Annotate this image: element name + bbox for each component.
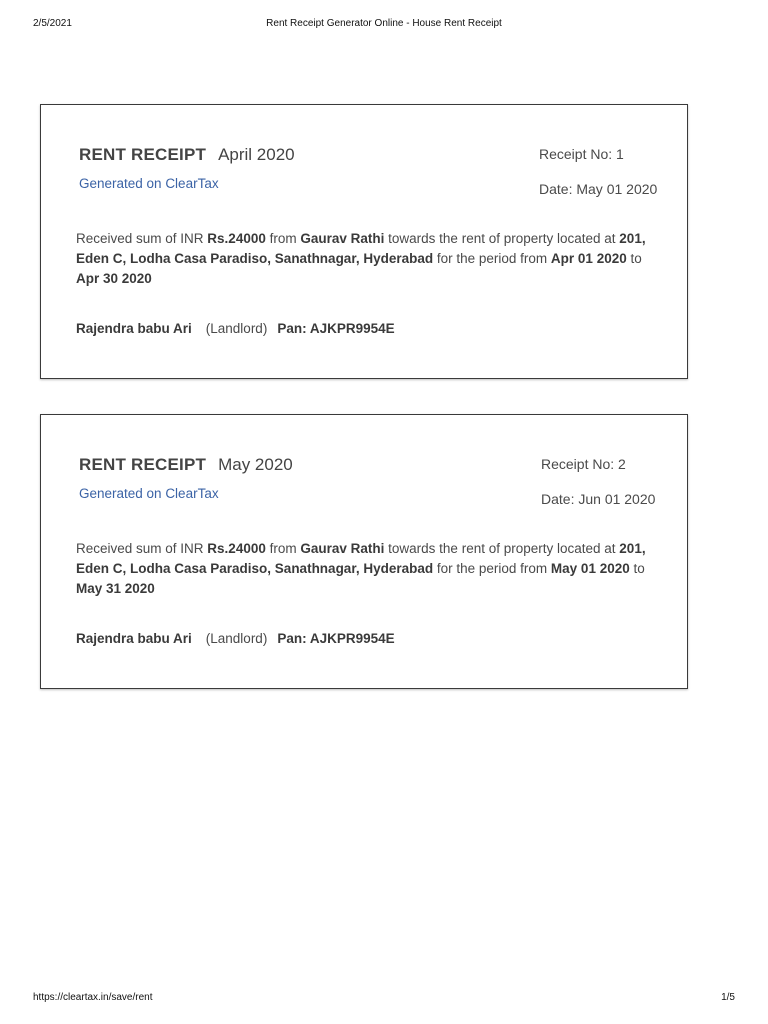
- receipt-number: Receipt No: 2: [541, 456, 626, 472]
- landlord-role: (Landlord): [205, 321, 268, 336]
- receipt-heading: RENT RECEIPT: [79, 455, 207, 474]
- print-footer: [0, 992, 768, 1006]
- print-url: https://cleartax.in/save/rent: [33, 992, 153, 1003]
- body-to: to: [629, 561, 645, 576]
- property-address: 201, Eden C, Lodha Casa Paradiso, Sanathnagar, Hyderabad: [76, 231, 646, 266]
- tenant-name: Gaurav Rathi: [300, 231, 385, 246]
- receipt-date: Date: Jun 01 2020: [541, 491, 656, 507]
- receipt-title: [79, 145, 295, 165]
- receipt-number: Receipt No: 1: [539, 146, 624, 162]
- print-header: [0, 18, 768, 32]
- body-prefix: Received sum of INR: [76, 541, 208, 556]
- generated-on-link[interactable]: Generated on ClearTax: [79, 176, 219, 191]
- receipt-month: May 2020: [218, 455, 293, 474]
- landlord-pan: Pan: AJKPR9954E: [277, 321, 395, 336]
- generated-on-link[interactable]: Generated on ClearTax: [79, 486, 219, 501]
- period-from: May 01 2020: [550, 561, 630, 576]
- landlord-signature: [76, 631, 395, 646]
- receipt-heading: RENT RECEIPT: [79, 145, 207, 164]
- body-from: from: [265, 231, 301, 246]
- rent-amount: Rs.24000: [207, 541, 266, 556]
- landlord-signature: [76, 321, 395, 336]
- period-from: Apr 01 2020: [550, 251, 627, 266]
- rent-receipt-card: [40, 414, 688, 689]
- body-towards: towards the rent of property located at: [384, 541, 620, 556]
- tenant-name: Gaurav Rathi: [300, 541, 385, 556]
- print-page-title: Rent Receipt Generator Online - House Rent Receipt: [266, 18, 502, 29]
- body-towards: towards the rent of property located at: [384, 231, 620, 246]
- body-period: for the period from: [433, 251, 551, 266]
- landlord-role: (Landlord): [205, 631, 268, 646]
- property-address: 201, Eden C, Lodha Casa Paradiso, Sanathnagar, Hyderabad: [76, 541, 646, 576]
- receipt-body: [76, 229, 656, 289]
- rent-amount: Rs.24000: [207, 231, 266, 246]
- receipt-month: April 2020: [218, 145, 295, 164]
- receipt-date: Date: May 01 2020: [539, 181, 658, 197]
- print-date: 2/5/2021: [33, 18, 72, 29]
- receipt-body: [76, 539, 656, 599]
- body-prefix: Received sum of INR: [76, 231, 208, 246]
- body-to: to: [626, 251, 642, 266]
- landlord-name: Rajendra babu Ari: [76, 321, 192, 336]
- landlord-name: Rajendra babu Ari: [76, 631, 192, 646]
- receipt-title: [79, 455, 293, 475]
- page-number: 1/5: [721, 992, 735, 1003]
- body-period: for the period from: [433, 561, 551, 576]
- landlord-pan: Pan: AJKPR9954E: [277, 631, 395, 646]
- period-to: May 31 2020: [76, 581, 155, 596]
- body-from: from: [265, 541, 301, 556]
- rent-receipt-card: [40, 104, 688, 379]
- period-to: Apr 30 2020: [76, 271, 152, 286]
